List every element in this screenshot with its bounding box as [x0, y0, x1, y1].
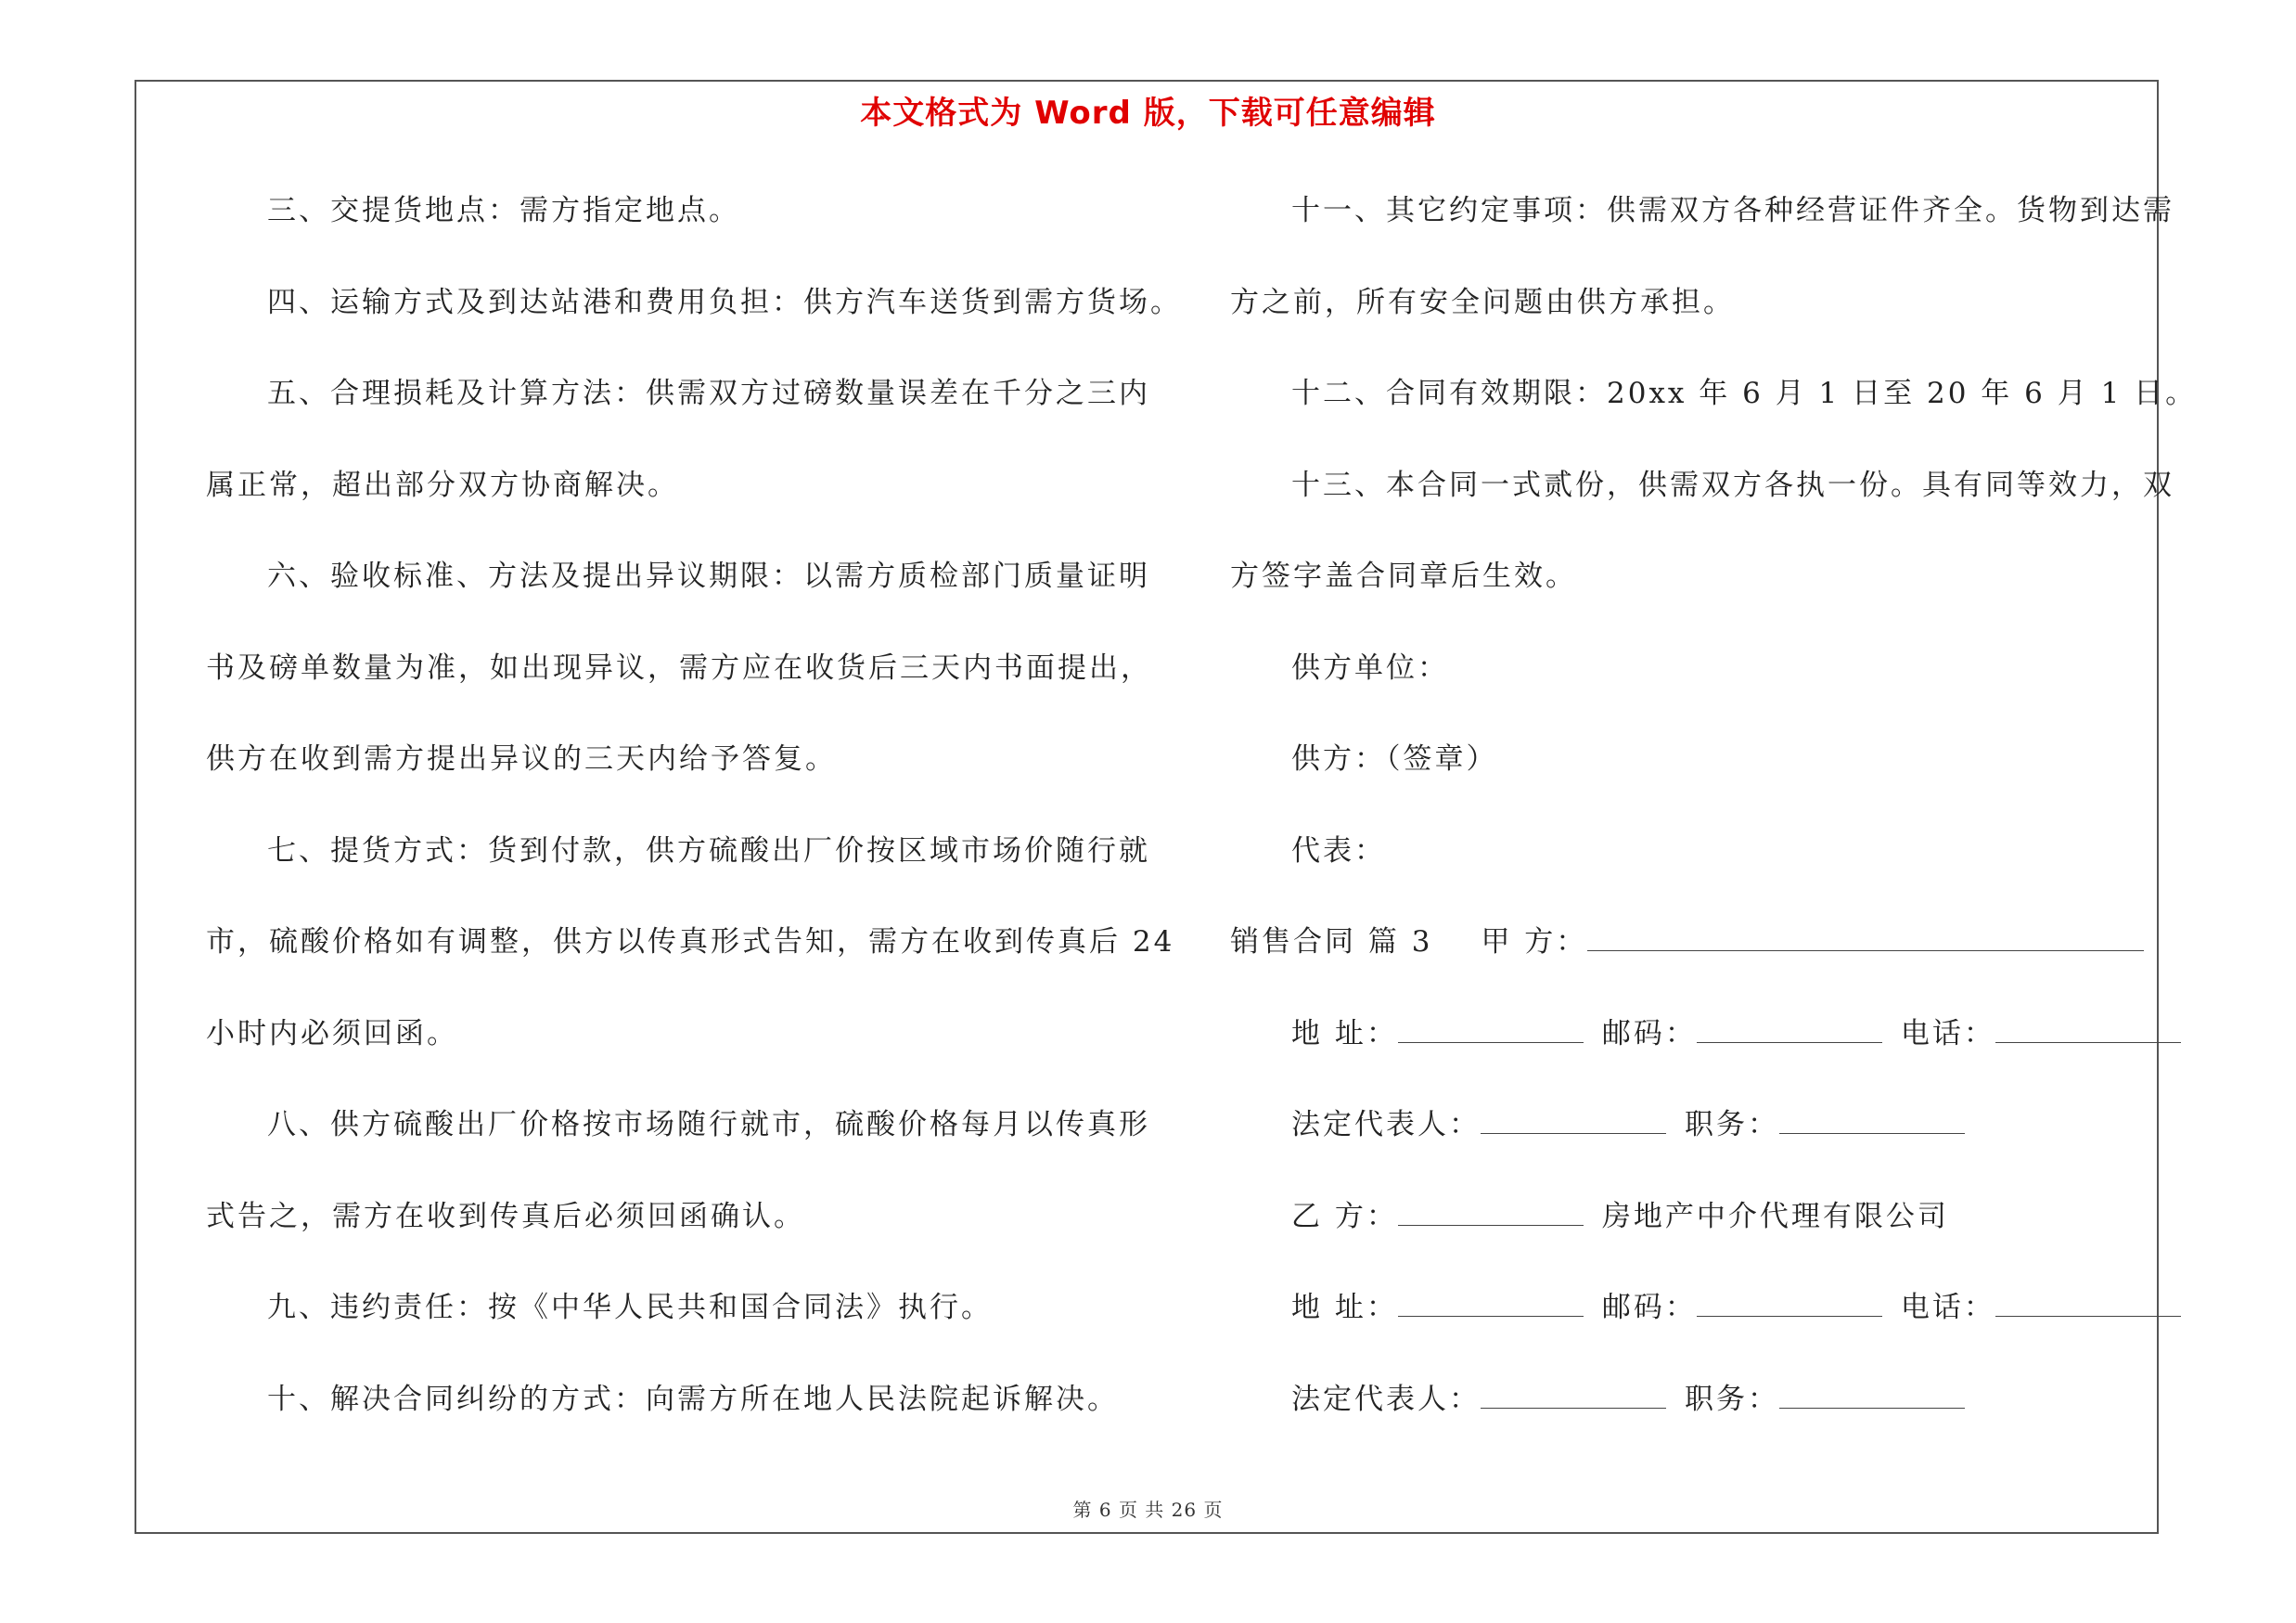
clause-6-line-2: 书及磅单数量为准，如出现异议，需方应在收货后三天内书面提出， [206, 650, 1152, 685]
party-a-label: 甲 方： [1481, 925, 1588, 959]
clause-13-line-1: 十三、本合同一式贰份，供需双方各执一份。具有同等效力，双 [1291, 468, 2174, 502]
representative: 代表： [1291, 833, 1386, 868]
position-blank[interactable] [1779, 1101, 1965, 1134]
party-b-blank[interactable] [1398, 1193, 1584, 1226]
clause-5-line-2: 属正常，超出部分双方协商解决。 [206, 468, 679, 502]
party-b-row [1230, 1193, 2158, 1285]
phone-blank[interactable] [1995, 1284, 2181, 1317]
party-a-blank[interactable] [1587, 919, 2144, 951]
supplier-signature: 供方：（签章） [1291, 742, 1498, 776]
legal-rep-blank[interactable] [1481, 1101, 1666, 1134]
phone-label: 电话： [1900, 1016, 1995, 1050]
address-blank[interactable] [1398, 1284, 1584, 1317]
clause-7-line-1: 七、提货方式：货到付款，供方硫酸出厂价按区域市场价随行就 [267, 833, 1150, 868]
left-column [206, 187, 1182, 1467]
party-b-address-row [1230, 1284, 2158, 1376]
address-label: 地 址： [1291, 1016, 1398, 1050]
clause-8-line-1: 八、供方硫酸出厂价格按市场随行就市，硫酸价格每月以传真形 [267, 1108, 1150, 1141]
clause-9: 九、违约责任：按《中华人民共和国合同法》执行。 [267, 1291, 993, 1324]
zip-blank[interactable] [1697, 1011, 1882, 1043]
phone-label: 电话： [1900, 1291, 1995, 1324]
zip-label: 邮码： [1601, 1016, 1697, 1050]
page-number-footer: 第 6 页 共 26 页 [1072, 1499, 1224, 1521]
party-b-legal-row [1230, 1376, 2158, 1468]
position-label: 职务： [1685, 1108, 1779, 1141]
clause-11-line-1: 十一、其它约定事项：供需双方各种经营证件齐全。货物到达需 [1291, 194, 2174, 227]
section-title: 销售合同 篇 3 [1230, 925, 1433, 959]
clause-6-line-3: 供方在收到需方提出异议的三天内给予答复。 [206, 742, 837, 776]
clause-6-line-1: 六、验收标准、方法及提出异议期限：以需方质检部门质量证明 [267, 560, 1150, 593]
position-blank[interactable] [1779, 1376, 1965, 1409]
right-column [1230, 187, 2198, 1467]
party-a-row [1230, 919, 2158, 1011]
word-format-banner: 本文格式为 Word 版，下载可任意编辑 [860, 95, 1436, 132]
legal-rep-blank[interactable] [1481, 1376, 1666, 1409]
zip-blank[interactable] [1697, 1284, 1882, 1317]
address-blank[interactable] [1398, 1011, 1584, 1043]
clause-3: 三、交提货地点：需方指定地点。 [267, 194, 740, 227]
clause-8-line-2: 式告之，需方在收到传真后必须回函确认。 [206, 1199, 805, 1233]
legal-rep-label: 法定代表人： [1291, 1108, 1481, 1141]
party-a-legal-row [1230, 1101, 2158, 1193]
clause-5-line-1: 五、合理损耗及计算方法：供需双方过磅数量误差在千分之三内 [267, 377, 1150, 410]
party-b-company: 房地产中介代理有限公司 [1601, 1199, 1949, 1233]
position-label: 职务： [1685, 1382, 1779, 1416]
clause-4: 四、运输方式及到达站港和费用负担：供方汽车送货到需方货场。 [267, 285, 1182, 319]
clause-7-line-2: 市，硫酸价格如有调整，供方以传真形式告知，需方在收到传真后 24 [206, 925, 1175, 959]
clause-11-line-2: 方之前，所有安全问题由供方承担。 [1230, 285, 1735, 319]
zip-label: 邮码： [1601, 1291, 1697, 1324]
phone-blank[interactable] [1995, 1011, 2181, 1043]
address-label: 地 址： [1291, 1291, 1398, 1324]
party-b-label: 乙 方： [1291, 1199, 1398, 1233]
clause-13-line-2: 方签字盖合同章后生效。 [1230, 560, 1577, 593]
clause-10: 十、解决合同纠纷的方式：向需方所在地人民法院起诉解决。 [267, 1382, 1119, 1416]
clause-12: 十二、合同有效期限：20xx 年 6 月 1 日至 20 年 6 月 1 日。 [1291, 377, 2198, 410]
supplier-unit: 供方单位： [1291, 650, 1449, 685]
party-a-address-row [1230, 1011, 2158, 1102]
clause-7-line-3: 小时内必须回函。 [206, 1016, 458, 1050]
legal-rep-label: 法定代表人： [1291, 1382, 1481, 1416]
